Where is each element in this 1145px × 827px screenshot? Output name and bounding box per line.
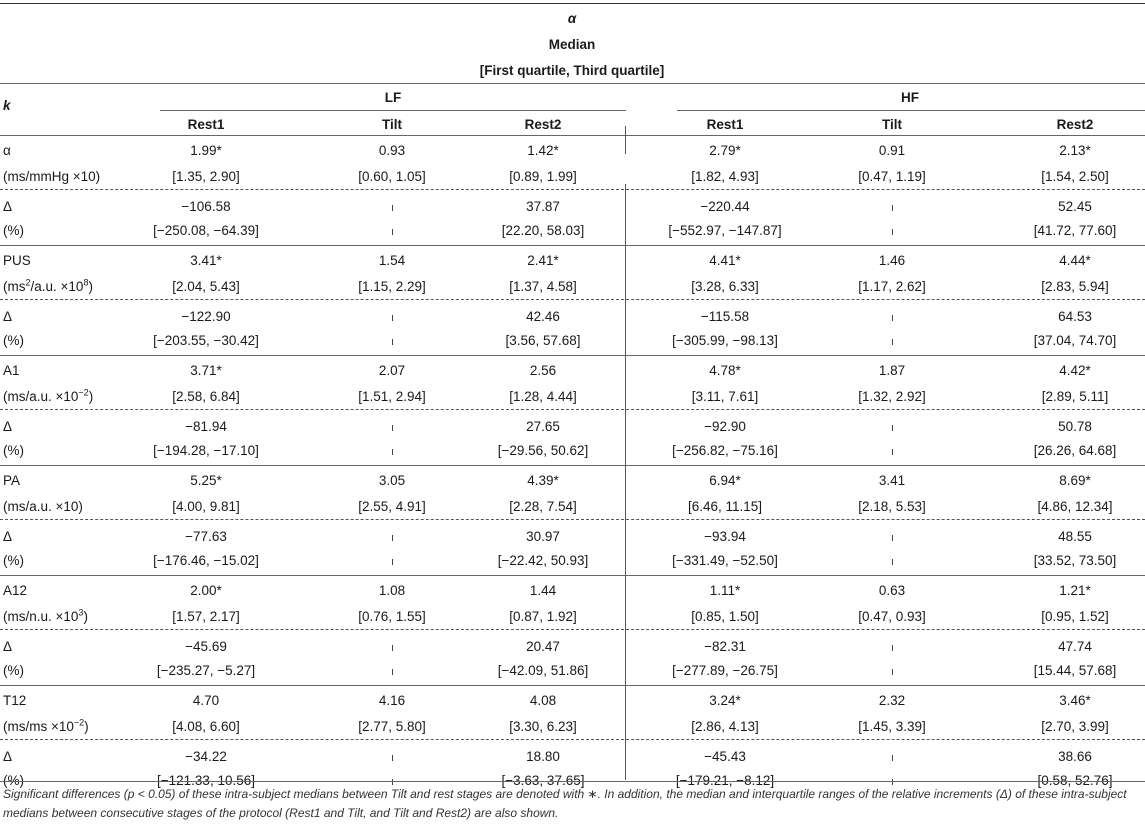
table-cell: 1.99* <box>190 143 222 158</box>
table-cell: [1.82, 4.93] <box>691 169 759 184</box>
header-quartiles: [First quartile, Third quartile] <box>479 63 665 78</box>
table-cell: [2.28, 7.54] <box>509 499 577 514</box>
empty-cell-tick <box>892 559 893 565</box>
row-label <box>3 609 88 625</box>
block-dashed-rule <box>0 629 1145 630</box>
table-cell: −92.90 <box>704 419 746 434</box>
table-cell: 4.42* <box>1059 363 1091 378</box>
table-cell: [2.70, 3.99] <box>1041 719 1109 734</box>
row-label: Δ <box>3 529 13 544</box>
table-cell: 4.70 <box>192 693 220 708</box>
header-group-lf: LF <box>384 90 402 105</box>
table-cell: [1.17, 2.62] <box>858 279 926 294</box>
table-cell: 0.63 <box>878 583 906 598</box>
row-label: A12 <box>3 583 28 598</box>
table-cell: [3.56, 57.68] <box>505 333 581 348</box>
table-cell: [0.58, 52.76] <box>1037 773 1113 788</box>
row-label: T12 <box>3 693 27 708</box>
lf-group-rule <box>160 110 626 111</box>
table-cell: [1.32, 2.92] <box>858 389 926 404</box>
table-cell: 2.79* <box>709 143 741 158</box>
table-cell: 1.42* <box>527 143 559 158</box>
table-cell: [33.52, 73.50] <box>1033 553 1117 568</box>
table-cell: [26.26, 64.68] <box>1033 443 1117 458</box>
table-cell: 1.21* <box>1059 583 1091 598</box>
row-label: (ms/mmHg ×10) <box>3 169 101 184</box>
table-bottom-rule <box>0 781 1145 782</box>
empty-cell-tick <box>892 449 893 455</box>
header-group-hf: HF <box>901 90 919 105</box>
empty-cell-tick <box>392 425 393 431</box>
table-cell: [1.28, 4.44] <box>509 389 577 404</box>
table-cell: [−42.09, 51.86] <box>497 663 589 678</box>
table-cell: 3.05 <box>378 473 406 488</box>
table-cell: [−176.46, −15.02] <box>153 553 259 568</box>
table-cell: 50.78 <box>1058 419 1092 434</box>
table-cell: [2.55, 4.91] <box>358 499 426 514</box>
table-top-rule <box>0 3 1145 4</box>
table-cell: 3.71* <box>190 363 222 378</box>
hf-group-rule <box>677 110 1145 111</box>
row-label: (%) <box>3 553 24 568</box>
table-cell: 6.94* <box>709 473 741 488</box>
table-cell: [1.35, 2.90] <box>172 169 240 184</box>
table-cell: 2.07 <box>378 363 406 378</box>
table-cell: 2.56 <box>529 363 557 378</box>
table-cell: [1.54, 2.50] <box>1041 169 1109 184</box>
table-cell: 0.93 <box>378 143 406 158</box>
table-cell: [3.30, 6.23] <box>509 719 577 734</box>
table-cell: [−277.89, −26.75] <box>672 663 778 678</box>
table-cell: [−331.49, −52.50] <box>672 553 778 568</box>
table-footnote: Significant differences (p < 0.05) of these intra-subject medians between Tilt and rest stages are denoted with ∗. In addition, the median and interquartile ranges of the relative increments (Δ) of these intra-subject medians between consecutive stages of the protocol (Rest1 and Tilt, and Tilt and Rest2) are also shown. <box>3 787 1127 820</box>
table-cell: [−305.99, −98.13] <box>672 333 778 348</box>
row-label-part: (ms <box>3 279 26 294</box>
empty-cell-tick <box>892 669 893 675</box>
table-cell: −115.58 <box>700 309 750 324</box>
table-cell: [1.15, 2.29] <box>358 279 426 294</box>
empty-cell-tick <box>892 535 893 541</box>
table-cell: −45.43 <box>704 749 746 764</box>
block-dashed-rule <box>0 189 1145 190</box>
empty-cell-tick <box>392 315 393 321</box>
table-cell: −122.90 <box>181 309 231 324</box>
table-cell: 5.25* <box>190 473 222 488</box>
table-cell: [2.86, 4.13] <box>691 719 759 734</box>
table-cell: 48.55 <box>1058 529 1092 544</box>
table-cell: 27.65 <box>526 419 560 434</box>
row-label <box>3 389 93 405</box>
table-cell: 0.91 <box>878 143 906 158</box>
stage-header: Rest1 <box>187 117 225 132</box>
table-cell: 3.41 <box>878 473 906 488</box>
table-cell: [1.57, 2.17] <box>172 609 240 624</box>
table-cell: 38.66 <box>1058 749 1092 764</box>
table-cell: −77.63 <box>185 529 227 544</box>
empty-cell-tick <box>392 205 393 211</box>
table-cell: −106.58 <box>181 199 231 214</box>
header-alpha: α <box>567 11 577 26</box>
table-cell: [0.85, 1.50] <box>691 609 759 624</box>
block-rule <box>0 575 1145 576</box>
empty-cell-tick <box>392 229 393 235</box>
header-k: k <box>3 98 11 113</box>
row-label: (%) <box>3 663 24 678</box>
table-cell: [2.58, 6.84] <box>172 389 240 404</box>
table-cell: [1.51, 2.94] <box>358 389 426 404</box>
row-label-part: −2 <box>73 717 85 728</box>
table-cell: 52.45 <box>1058 199 1092 214</box>
table-cell: 2.41* <box>527 253 559 268</box>
table-cell: 37.87 <box>526 199 560 214</box>
empty-cell-tick <box>392 559 393 565</box>
table-cell: [−3.63, 37.65] <box>501 773 585 788</box>
row-label <box>3 719 89 735</box>
table-cell: 30.97 <box>526 529 560 544</box>
row-label: PUS <box>3 253 31 268</box>
table-cell: 20.47 <box>526 639 560 654</box>
table-cell: [−121.33, 10.56] <box>157 773 255 788</box>
table-cell: 4.08 <box>529 693 557 708</box>
empty-cell-tick <box>892 205 893 211</box>
row-label: (%) <box>3 773 24 788</box>
empty-cell-tick <box>392 535 393 541</box>
row-label-part: (ms/ms ×10 <box>3 719 74 734</box>
row-label-part: ) <box>83 609 88 624</box>
stage-header: Tilt <box>382 117 402 132</box>
table-cell: [0.89, 1.99] <box>509 169 577 184</box>
block-rule <box>0 245 1145 246</box>
stage-header: Rest2 <box>1056 117 1094 132</box>
table-cell: [37.04, 74.70] <box>1033 333 1117 348</box>
row-label: A1 <box>3 363 20 378</box>
row-label: Δ <box>3 309 13 324</box>
table-cell: 4.39* <box>527 473 559 488</box>
empty-cell-tick <box>892 339 893 345</box>
table-cell: 3.24* <box>709 693 741 708</box>
table-cell: 4.16 <box>378 693 406 708</box>
table-cell: 4.44* <box>1059 253 1091 268</box>
empty-cell-tick <box>392 669 393 675</box>
table-cell: 8.69* <box>1059 473 1091 488</box>
row-label-part: −2 <box>78 387 89 398</box>
table-cell: [41.72, 77.60] <box>1033 223 1117 238</box>
table-cell: 1.44 <box>529 583 557 598</box>
table-cell: [−235.27, −5.27] <box>156 663 256 678</box>
table-cell: −220.44 <box>700 199 750 214</box>
block-dashed-rule <box>0 409 1145 410</box>
header-rule <box>0 83 1145 84</box>
table-cell: 2.13* <box>1059 143 1091 158</box>
table-cell: [−179.21, −8.12] <box>675 773 775 788</box>
table-cell: 4.78* <box>709 363 741 378</box>
empty-cell-tick <box>892 315 893 321</box>
stage-header: Rest2 <box>524 117 562 132</box>
row-label: (ms/a.u. ×10) <box>3 499 83 514</box>
row-label-part: ) <box>88 279 93 294</box>
row-label-part: /a.u. ×10 <box>30 279 84 294</box>
table-cell: [2.83, 5.94] <box>1041 279 1109 294</box>
stage-header: Rest1 <box>706 117 744 132</box>
table-cell: [−256.82, −75.16] <box>672 443 778 458</box>
table-cell: [15.44, 57.68] <box>1033 663 1117 678</box>
table-cell: [1.45, 3.39] <box>858 719 926 734</box>
table-cell: 1.08 <box>378 583 406 598</box>
table-cell: [0.76, 1.55] <box>358 609 426 624</box>
table-cell: 2.32 <box>878 693 906 708</box>
empty-cell-tick <box>392 339 393 345</box>
table-cell: [4.00, 9.81] <box>172 499 240 514</box>
row-label: Δ <box>3 199 13 214</box>
row-label: (%) <box>3 223 24 238</box>
table-cell: [1.37, 4.58] <box>509 279 577 294</box>
table-cell: 1.11* <box>709 583 741 598</box>
table-cell: [4.86, 12.34] <box>1037 499 1113 514</box>
table-cell: [0.60, 1.05] <box>358 169 426 184</box>
table-cell: [3.11, 7.61] <box>691 389 759 404</box>
table-cell: 3.46* <box>1059 693 1091 708</box>
table-cell: 64.53 <box>1058 309 1092 324</box>
row-label <box>3 279 93 295</box>
row-label: (%) <box>3 443 24 458</box>
table-cell: 2.00* <box>190 583 222 598</box>
stage-rule <box>0 135 1145 136</box>
block-rule <box>0 355 1145 356</box>
table-cell: 4.41* <box>709 253 741 268</box>
empty-cell-tick <box>892 425 893 431</box>
row-label: Δ <box>3 639 13 654</box>
table-cell: [−552.97, −147.87] <box>668 223 782 238</box>
table-cell: −81.94 <box>185 419 227 434</box>
row-label: (%) <box>3 333 24 348</box>
table-cell: [0.87, 1.92] <box>509 609 577 624</box>
row-label-part: (ms/n.u. ×10 <box>3 609 79 624</box>
table-cell: [2.18, 5.53] <box>858 499 926 514</box>
table-cell: [6.46, 11.15] <box>687 499 763 514</box>
table-cell: −82.31 <box>704 639 746 654</box>
table-cell: 1.46 <box>878 253 906 268</box>
table-cell: 1.54 <box>378 253 406 268</box>
table-cell: −34.22 <box>185 749 227 764</box>
table-cell: 3.41* <box>190 253 222 268</box>
block-dashed-rule <box>0 299 1145 300</box>
table-cell: [22.20, 58.03] <box>501 223 585 238</box>
row-label: Δ <box>3 749 13 764</box>
table-cell: [−29.56, 50.62] <box>497 443 589 458</box>
table-cell: [3.28, 6.33] <box>691 279 759 294</box>
table-cell: [0.47, 0.93] <box>858 609 926 624</box>
empty-cell-tick <box>892 645 893 651</box>
table-cell: [0.95, 1.52] <box>1041 609 1109 624</box>
row-label-part: 3 <box>78 607 84 618</box>
table-cell: [4.08, 6.60] <box>172 719 240 734</box>
header-median: Median <box>548 37 596 52</box>
table-cell: [2.89, 5.11] <box>1041 389 1109 404</box>
table-cell: [−22.42, 50.93] <box>497 553 589 568</box>
table-cell: [−203.55, −30.42] <box>153 333 259 348</box>
table-cell: [2.77, 5.80] <box>358 719 426 734</box>
empty-cell-tick <box>392 449 393 455</box>
table-cell: −45.69 <box>185 639 227 654</box>
empty-cell-tick <box>392 645 393 651</box>
row-label-part: 8 <box>83 277 89 288</box>
row-label: Δ <box>3 419 13 434</box>
table-cell: [−194.28, −17.10] <box>153 443 259 458</box>
table-cell: 18.80 <box>526 749 560 764</box>
table-cell: 47.74 <box>1058 639 1092 654</box>
table-cell: 1.87 <box>878 363 906 378</box>
table-cell: [−250.08, −64.39] <box>153 223 259 238</box>
row-label-part: ) <box>84 719 89 734</box>
row-label-part: (ms/a.u. ×10 <box>3 389 79 404</box>
row-label: PA <box>3 473 21 488</box>
group-separator <box>625 184 626 780</box>
row-label: α <box>3 143 11 158</box>
empty-cell-tick <box>892 755 893 761</box>
empty-cell-tick <box>892 229 893 235</box>
group-separator-top <box>625 126 626 154</box>
table-cell: 42.46 <box>526 309 560 324</box>
stage-header: Tilt <box>882 117 902 132</box>
block-rule <box>0 685 1145 686</box>
table-cell: [0.47, 1.19] <box>858 169 926 184</box>
block-dashed-rule <box>0 519 1145 520</box>
row-label-part: 2 <box>25 277 31 288</box>
table-cell: −93.94 <box>704 529 746 544</box>
block-rule <box>0 465 1145 466</box>
row-label-part: ) <box>88 389 94 404</box>
table-cell: [2.04, 5.43] <box>172 279 240 294</box>
empty-cell-tick <box>392 755 393 761</box>
block-dashed-rule <box>0 739 1145 740</box>
